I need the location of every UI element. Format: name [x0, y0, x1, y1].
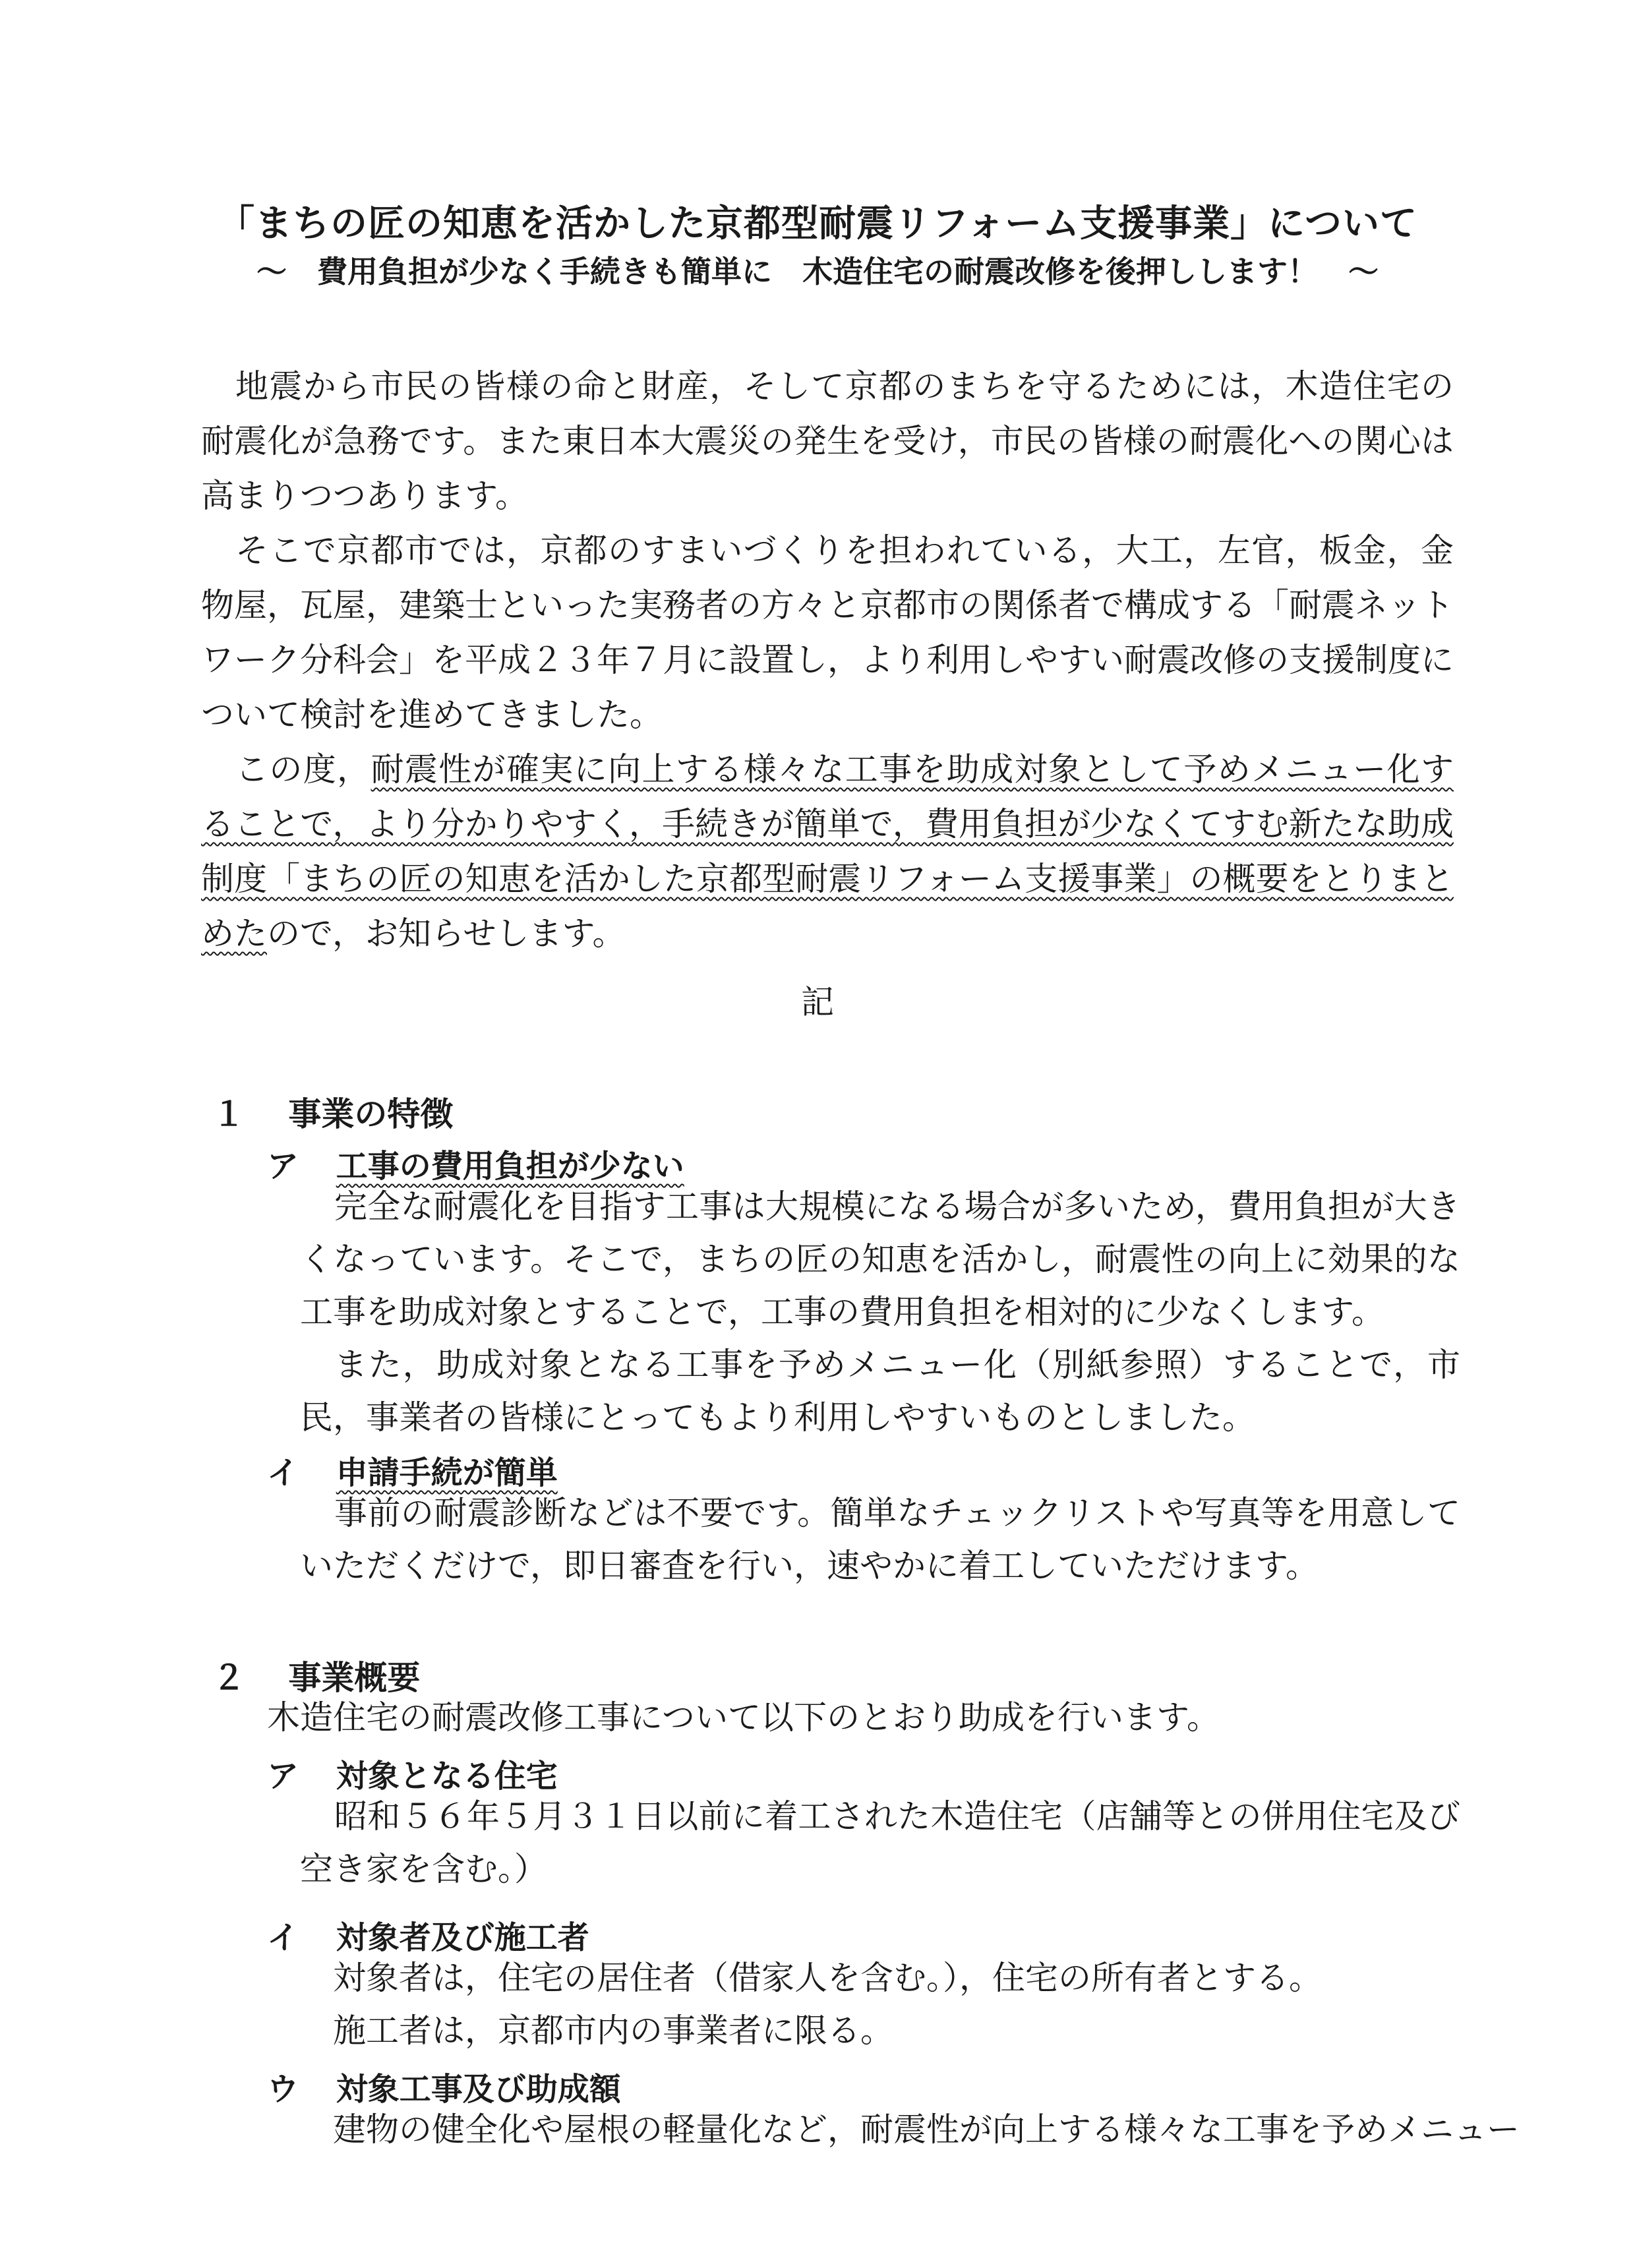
section-2a-body: [300, 1790, 1460, 1895]
intro-p3-post: ので，お知らせします。: [267, 914, 626, 953]
section-2u-line-1: 建物の健全化や屋根の軽量化など，耐震性が向上する様々な工事を予めメニュー: [333, 2110, 1520, 2149]
section-1-title: 事業の特徴: [288, 1095, 454, 1133]
section-1i-label: イ: [267, 1454, 299, 1491]
section-2i-line-1: 対象者は，住宅の居住者（借家人を含む。），住宅の所有者とする。: [333, 1959, 1322, 1997]
section-2i-heading: [267, 1912, 589, 1957]
intro-p3-underlined: 耐震性が確実に向上する様々な工事を助成対象として予めメニュー化することで，より分かりやすく，手続きが簡単で，費用負担が少なくてすむ新たな助成制度「まちの匠の知恵を活かした京都型耐震リフォーム支援事業」の概要をとりまとめた: [201, 750, 1454, 953]
section-2i-line-2: 施工者は，京都市内の事業者に限る。: [333, 2012, 893, 2050]
section-2i-title: 対象者及び施工者: [336, 1919, 589, 1956]
section-2u-heading: [267, 2064, 621, 2109]
section-1i-body: [300, 1487, 1460, 1592]
section-1i-paragraph-1: 事前の耐震診断などは不要です。簡単なチェックリストや写真等を用意していただくだけで，即日審査を行い，速やかに着工していただけます。: [300, 1494, 1460, 1585]
page-subtitle: ～ 費用負担が少なく手続きも簡単に 木造住宅の耐震改修を後押しします！ ～: [256, 254, 1379, 289]
section-2a-label: ア: [267, 1758, 299, 1795]
section-1a-paragraph-1: 完全な耐震化を目指す工事は大規模になる場合が多いため，費用負担が大きくなっています。そこで，まちの匠の知恵を活かし，耐震性の向上に効果的な工事を助成対象とすることで，工事の費用負担を相対的に少なくします。: [300, 1187, 1460, 1331]
section-2-number: ２: [212, 1659, 245, 1697]
section-1i-heading: [267, 1447, 558, 1493]
page-title: 「まちの匠の知恵を活かした京都型耐震リフォーム支援事業」について: [217, 202, 1418, 245]
intro-paragraph-2: そこで京都市では，京都のすまいづくりを担われている，大工，左官，板金，金物屋，瓦屋，建築士といった実務者の方々と京都市の関係者で構成する「耐震ネットワーク分科会」を平成２３年７月に設置し，より利用しやすい耐震改修の支援制度について検討を進めてきました。: [201, 531, 1454, 734]
section-2a-title: 対象となる住宅: [336, 1758, 558, 1795]
section-1a-label: ア: [267, 1148, 299, 1185]
intro-paragraph-3: [201, 742, 1454, 961]
section-1a-heading: [267, 1141, 684, 1186]
section-2-title: 事業概要: [288, 1659, 421, 1697]
section-2a-heading: [267, 1750, 558, 1796]
section-1a-body: [300, 1180, 1460, 1444]
section-1-number: １: [212, 1095, 245, 1133]
section-2u-label: ウ: [267, 2071, 299, 2108]
section-1-heading: [212, 1088, 453, 1135]
section-1i-title: 申請手続が簡単: [336, 1454, 558, 1491]
intro-paragraph-1: 地震から市民の皆様の命と財産，そして京都のまちを守るためには，木造住宅の耐震化が急務です。また東日本大震災の発生を受け，市民の皆様の耐震化への関心は高まりつつあります。: [201, 367, 1454, 515]
section-2u-title: 対象工事及び助成額: [336, 2071, 621, 2108]
section-2i-label: イ: [267, 1919, 299, 1956]
intro-text: [201, 359, 1454, 961]
section-1a-title: 工事の費用負担が少ない: [336, 1148, 684, 1185]
section-2-lead: 木造住宅の耐震改修工事について以下のとおり助成を行います。: [267, 1698, 1220, 1737]
section-1a-paragraph-2: また，助成対象となる工事を予めメニュー化（別紙参照）することで，市民，事業者の皆様にとってもより利用しやすいものとしました。: [300, 1346, 1460, 1437]
ki-marker: 記: [801, 983, 834, 1021]
section-2a-paragraph-1: 昭和５６年５月３１日以前に着工された木造住宅（店舗等との併用住宅及び空き家を含む。）: [300, 1797, 1460, 1888]
intro-p3-pre: この度，: [235, 750, 371, 789]
